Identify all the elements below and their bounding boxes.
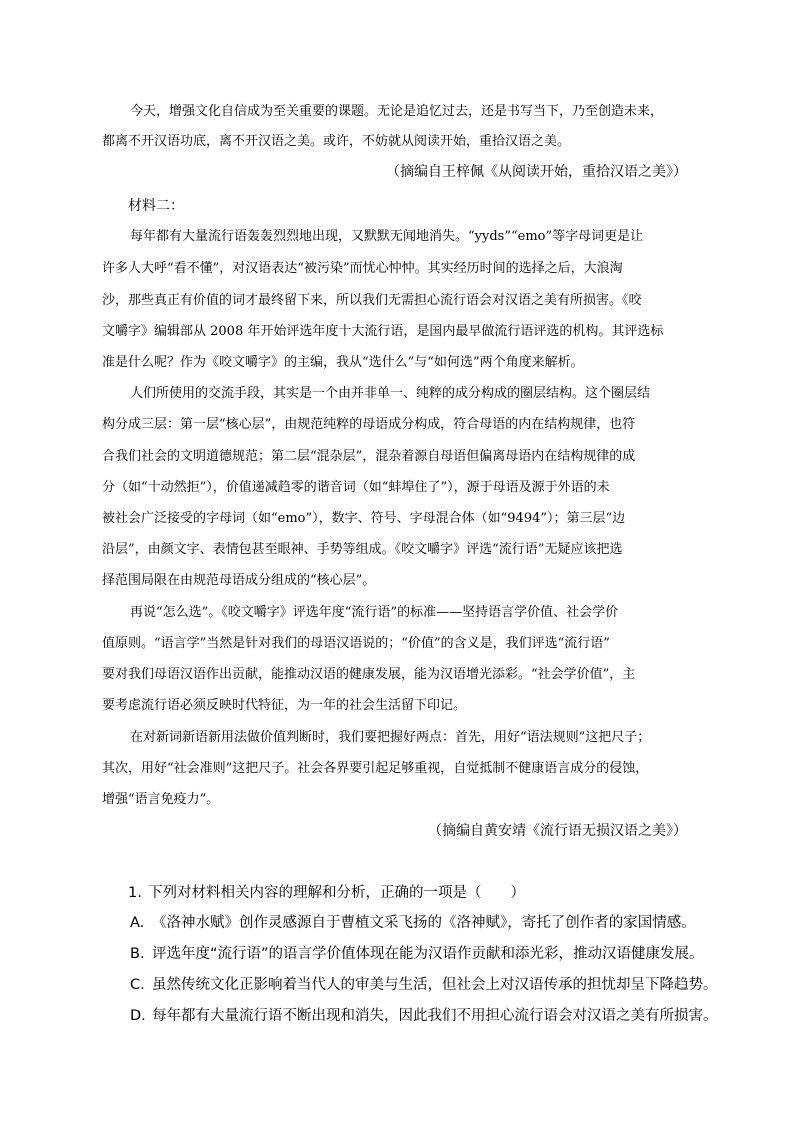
text-line: 文嚼字》编辑部从 2008 年开始评选年度十大流行语，是国内最早做流行语评选的机构。其评选标 [102, 324, 664, 339]
answer-option-c [130, 975, 718, 995]
source-citation: （摘编自王梓佩《从阅读开始，重拾汉语之美》） [386, 164, 687, 180]
text-line: 每年都有大量流行语轰轰烈烈地出现，又默默无闻地消失。“yyds”“emo”等字母词更是让 [130, 229, 644, 244]
text-line: 被社会广泛接受的字母词（如“emo”），数字、符号、字母混合体（如“9494”）；第三层“边 [102, 511, 626, 526]
text-line: 择范围局限在由规范母语成分组成的“核心层”。 [102, 573, 376, 588]
answer-option-a [130, 913, 696, 933]
text-line: 今天，增强文化自信成为至关重要的课题。无论是追忆过去，还是书写当下，乃至创造未来， [130, 104, 664, 119]
question-stem [128, 883, 525, 903]
text-line: 构分成三层：第一层“核心层”，由规范纯粹的母语成分构成，符合母语的内在结构规律，也符 [102, 417, 636, 432]
text-line: 其次，用好“社会准则”这把尺子。社会各界要引起足够重视，自觉抵制不健康语言成分的侵蚀， [102, 761, 649, 776]
option-text: 评选年度“流行语”的语言学价值体现在能为汉语作贡献和添光彩，推动汉语健康发展。 [152, 946, 704, 962]
text-line: 要对我们母语汉语作出贡献，能推动汉语的健康发展，能为汉语增光添彩。“社会学价值”，主 [102, 667, 636, 682]
text-line: 合我们社会的文明道德规范；第二层“混杂层”，混杂着源自母语但偏离母语内在结构规律的成 [102, 449, 636, 464]
text-line: 沙，那些真正有价值的词才最终留下来，所以我们无需担心流行语会对汉语之美有所损害。《咬 [102, 293, 642, 308]
question-number: 1. [128, 885, 142, 901]
text-line: 增强“语言免疫力”。 [102, 792, 220, 807]
answer-option-d [130, 1006, 718, 1026]
text-line: 要考虑流行语必须反映时代特征，为一年的社会生活留下印记。 [102, 698, 467, 713]
text-line: 分（如“十动然拒”），价值递减趋零的谐音词（如“蚌埠住了”），源于母语及源于外语的未 [102, 480, 610, 495]
text-line: 值原则。“语言学”当然是针对我们的母语汉语说的；“价值”的含义是，我们评选“流行语” [102, 636, 610, 651]
text-line: 人们所使用的交流手段，其实是一个由并非单一、纯粹的成分构成的圈层结构。这个圈层结 [130, 386, 651, 401]
option-text: 每年都有大量流行语不断出现和消失，因此我们不用担心流行语会对汉语之美有所损害。 [152, 1008, 718, 1024]
text-line: 准是什么呢？作为《咬文嚼字》的主编，我从“选什么”与“如何选”两个角度来解析。 [102, 355, 584, 370]
section-heading: 材料二： [128, 198, 184, 214]
option-letter: A. [130, 915, 145, 931]
text-line: 沿层”，由颜文字、表情包甚至眼神、手势等组成。《咬文嚼字》评选“流行语”无疑应该把选 [102, 542, 623, 557]
option-letter: B. [130, 946, 145, 962]
text-line: 再说“怎么选”。《咬文嚼字》评选年度“流行语”的标准——坚持语言学价值、社会学价 [130, 605, 619, 620]
text-line: 许多人大呼“看不懂”，对汉语表达“被污染”而忧心忡忡。其实经历时间的选择之后，大浪淘 [102, 261, 623, 276]
answer-option-b [130, 944, 704, 964]
text-line: 在对新词新语新用法做价值判断时，我们要把握好两点：首先，用好“语法规则”这把尺子； [130, 730, 651, 745]
option-text: 虽然传统文化正影响着当代人的审美与生活，但社会上对汉语传承的担忧却呈下降趋势。 [152, 977, 718, 993]
option-letter: D. [130, 1008, 146, 1024]
source-citation: （摘编自黄安靖《流行语无损汉语之美》） [428, 823, 687, 839]
text-line: 都离不开汉语功底，离不开汉语之美。或许，不妨就从阅读开始，重拾汉语之美。 [102, 134, 571, 149]
question-text: 下列对材料相关内容的理解和分析，正确的一项是（ ） [148, 885, 525, 901]
option-text: 《洛神水赋》创作灵感源自于曹植文采飞扬的《洛神赋》，寄托了创作者的家国情感。 [152, 915, 696, 931]
option-letter: C. [130, 977, 145, 993]
